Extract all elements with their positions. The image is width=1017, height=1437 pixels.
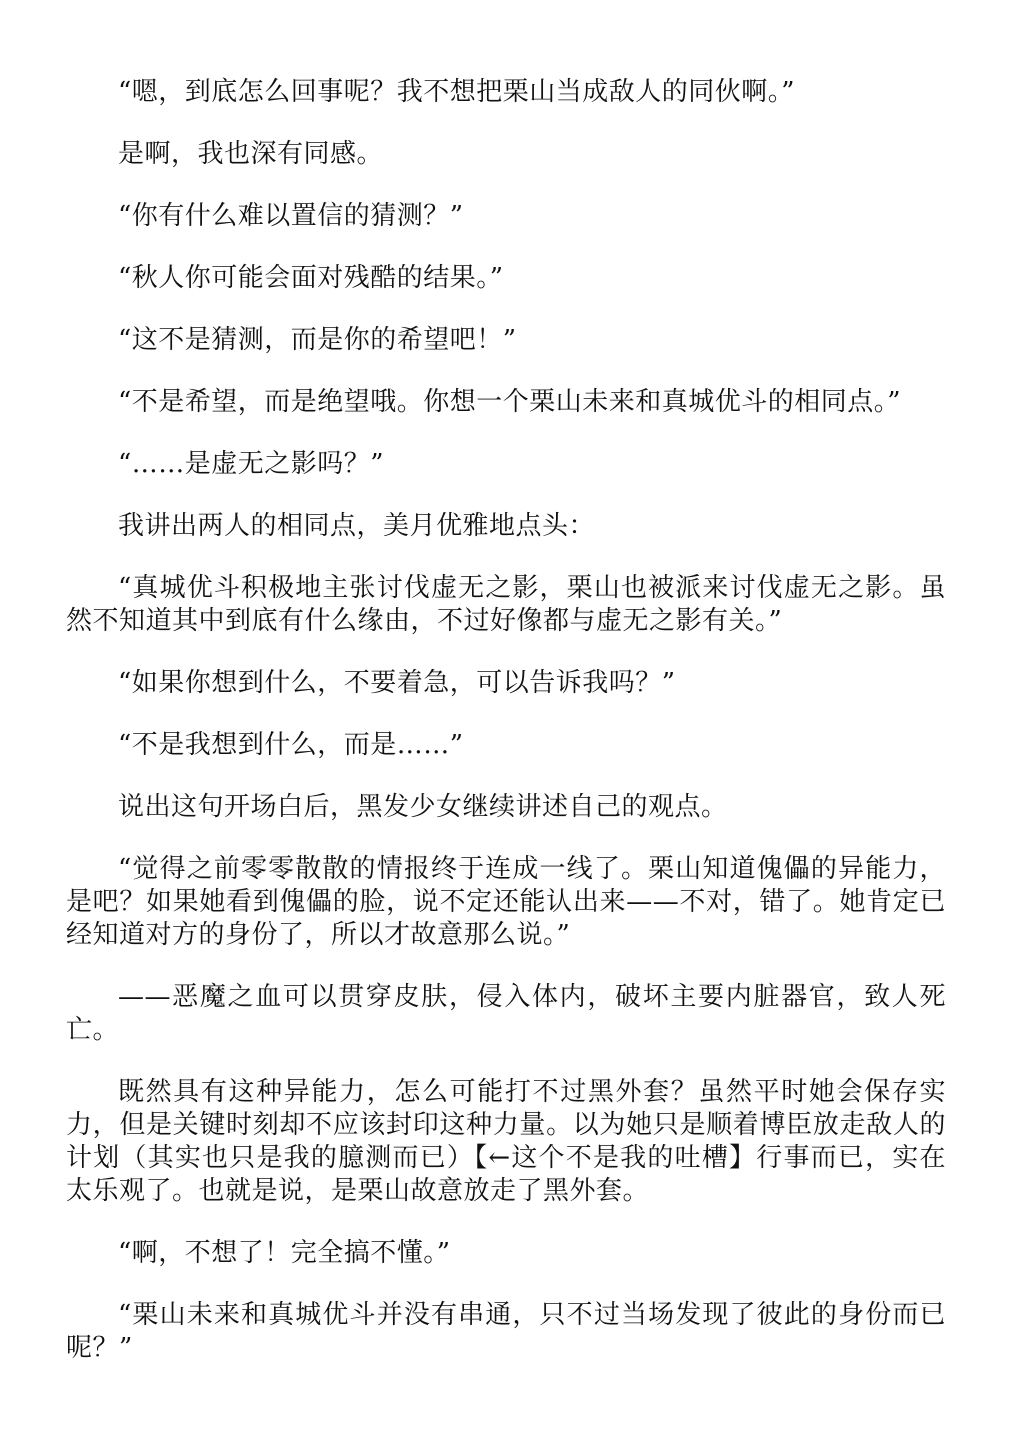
paragraph-3: “你有什么难以置信的猜测？” bbox=[118, 201, 464, 231]
paragraph-13: “觉得之前零零散散的情报终于连成一线了。栗山知道傀儡的异能力，是吧？如果她看到傀儡的脸，说不定还能认出来——不对，错了。她肯定已经知道对方的身份了，所以才故意那么说。” bbox=[66, 854, 946, 950]
paragraph-4: “秋人你可能会面对残酷的结果。” bbox=[118, 263, 504, 293]
paragraph-14: ——恶魔之血可以贯穿皮肤，侵入体内，破坏主要内脏器官，致人死亡。 bbox=[66, 982, 946, 1045]
paragraph-1: “嗯，到底怎么回事呢？我不想把栗山当成敌人的同伙啊。” bbox=[118, 77, 796, 107]
paragraph-8: 我讲出两人的相同点，美月优雅地点头： bbox=[118, 511, 596, 541]
paragraph-12: 说出这句开场白后，黑发少女继续讲述自己的观点。 bbox=[118, 792, 728, 822]
paragraph-10: “如果你想到什么，不要着急，可以告诉我吗？” bbox=[118, 668, 676, 698]
paragraph-6: “不是希望，而是绝望哦。你想一个栗山未来和真城优斗的相同点。” bbox=[118, 387, 902, 417]
paragraph-2: 是啊，我也深有同感。 bbox=[118, 139, 384, 169]
paragraph-15: 既然具有这种异能力，怎么可能打不过黑外套？虽然平时她会保存实力，但是关键时刻却不应该封印这种力量。以为她只是顺着博臣放走敌人的计划（其实也只是我的臆测而已）【←这个不是我的吐槽】行事而已，实在太乐观了。也就是说，是栗山故意放走了黑外套。 bbox=[66, 1077, 946, 1206]
paragraph-5: “这不是猜测，而是你的希望吧！” bbox=[118, 325, 517, 355]
paragraph-7: “……是虚无之影吗？” bbox=[118, 449, 385, 479]
paragraph-16: “啊，不想了！完全搞不懂。” bbox=[118, 1238, 451, 1268]
paragraph-9: “真城优斗积极地主张讨伐虚无之影，栗山也被派来讨伐虚无之影。虽然不知道其中到底有什么缘由，不过好像都与虚无之影有关。” bbox=[66, 573, 946, 636]
paragraph-11: “不是我想到什么，而是……” bbox=[118, 730, 464, 760]
document-page bbox=[66, 0, 946, 1437]
paragraph-17: “栗山未来和真城优斗并没有串通，只不过当场发现了彼此的身份而已呢？” bbox=[66, 1300, 946, 1363]
